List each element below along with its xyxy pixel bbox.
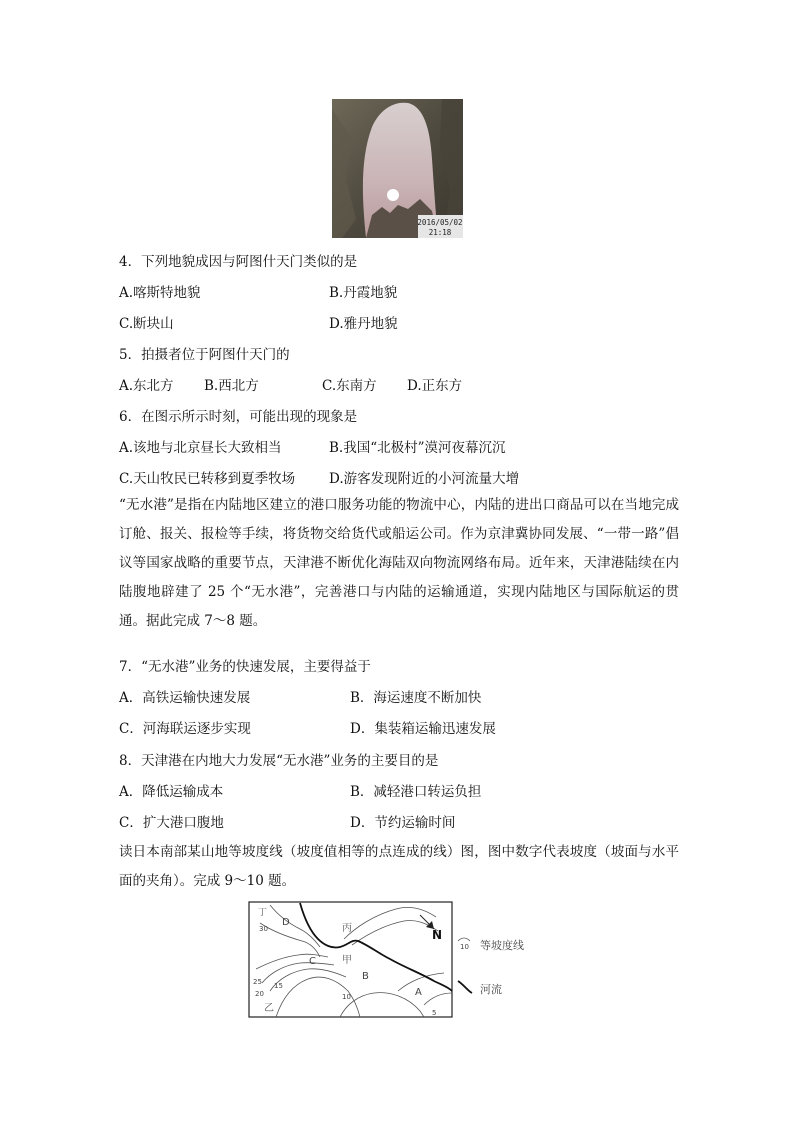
question-4-option-b: B.丹霞地貌	[329, 285, 398, 301]
label-a: A	[415, 987, 422, 998]
question-6-stem: 6．在图示所示时刻，可能出现的现象是	[119, 409, 358, 425]
value-30: 30	[259, 925, 268, 933]
value-20: 20	[255, 990, 264, 998]
question-5-option-d: D.正东方	[407, 378, 463, 394]
question-7-option-b: B．海运速度不断加快	[350, 690, 482, 706]
photo-timestamp-time: 21:18	[428, 228, 452, 237]
slope-contour-map	[248, 901, 548, 1019]
legend-river-swatch	[458, 981, 472, 993]
question-6-option-a: A.该地与北京昼长大致相当	[119, 440, 282, 456]
value-10: 10	[342, 993, 351, 1001]
question-6-option-c: C.天山牧民已转移到夏季牧场	[119, 471, 296, 487]
value-15: 15	[274, 982, 283, 990]
question-7-option-a: A．高铁运输快速发展	[119, 690, 251, 706]
label-bing: 丙	[342, 923, 352, 934]
label-yi: 乙	[264, 1003, 274, 1014]
question-6-option-b: B.我国“北极村”漠河夜幕沉沉	[329, 440, 506, 456]
question-8-option-a: A．降低运输成本	[119, 784, 224, 800]
label-jia: 甲	[342, 955, 352, 966]
question-8-option-d: D．节约运输时间	[350, 815, 456, 831]
question-5-option-c: C.东南方	[322, 378, 377, 394]
question-8-stem: 8．天津港在内地大力发展“无水港”业务的主要目的是	[119, 753, 439, 769]
legend-contour-sample: 10	[460, 943, 469, 951]
passage-dry-port: “无水港”是指在内陆地区建立的港口服务功能的物流中心，内陆的进出口商品可以在当地完成订舱、报关、报检等手续，将货物交给货代或船运公司。作为京津冀协同发展、“一带一路”倡议等国家战略的重要节点，天津港不断优化海陆双向物流网络布局。近年来，天津港陆续在内陆腹地辟建了 25 个“无水港”，完善港口与内陆的运输通道，实现内陆地区与国际航运的贯通。据此完成 7～8 题。	[119, 497, 679, 629]
passage-slope-map: 读日本南部某山地等坡度线（坡度值相等的点连成的线）图，图中数字代表坡度（坡面与水平面的夹角）。完成 9～10 题。	[119, 844, 679, 889]
label-d: D	[282, 917, 290, 928]
question-7-option-d: D．集装箱运输迅速发展	[350, 721, 496, 737]
question-6-option-d: D.游客发现附近的小河流量大增	[329, 471, 520, 487]
question-5-stem: 5．拍摄者位于阿图什天门的	[119, 347, 290, 363]
question-4-option-d: D.雅丹地貌	[329, 316, 398, 332]
question-4-option-c: C.断块山	[119, 316, 174, 332]
question-4-option-a: A.喀斯特地貌	[119, 285, 201, 301]
question-4-stem: 4．下列地貌成因与阿图什天门类似的是	[119, 254, 358, 270]
question-5-option-a: A.东北方	[119, 378, 174, 394]
label-c: C	[309, 956, 316, 967]
question-8-option-c: C．扩大港口腹地	[119, 815, 224, 831]
question-7-stem: 7．“无水港”业务的快速发展，主要得益于	[119, 659, 371, 675]
value-5: 5	[432, 1009, 437, 1017]
question-7-option-c: C．河海联运逐步实现	[119, 721, 251, 737]
label-north: N	[432, 928, 443, 942]
legend-contour-label: 等坡度线	[480, 939, 524, 952]
arch-sunset-photo	[332, 99, 463, 238]
question-5-option-b: B.西北方	[204, 378, 259, 394]
label-ding: 丁	[258, 908, 268, 918]
photo-timestamp-date: 2016/05/02	[417, 218, 463, 227]
legend-contour-swatch	[458, 938, 470, 941]
value-25: 25	[253, 978, 262, 986]
legend-river-label: 河流	[480, 983, 502, 996]
question-8-option-b: B．减轻港口转运负担	[350, 784, 482, 800]
label-b: B	[362, 971, 369, 982]
